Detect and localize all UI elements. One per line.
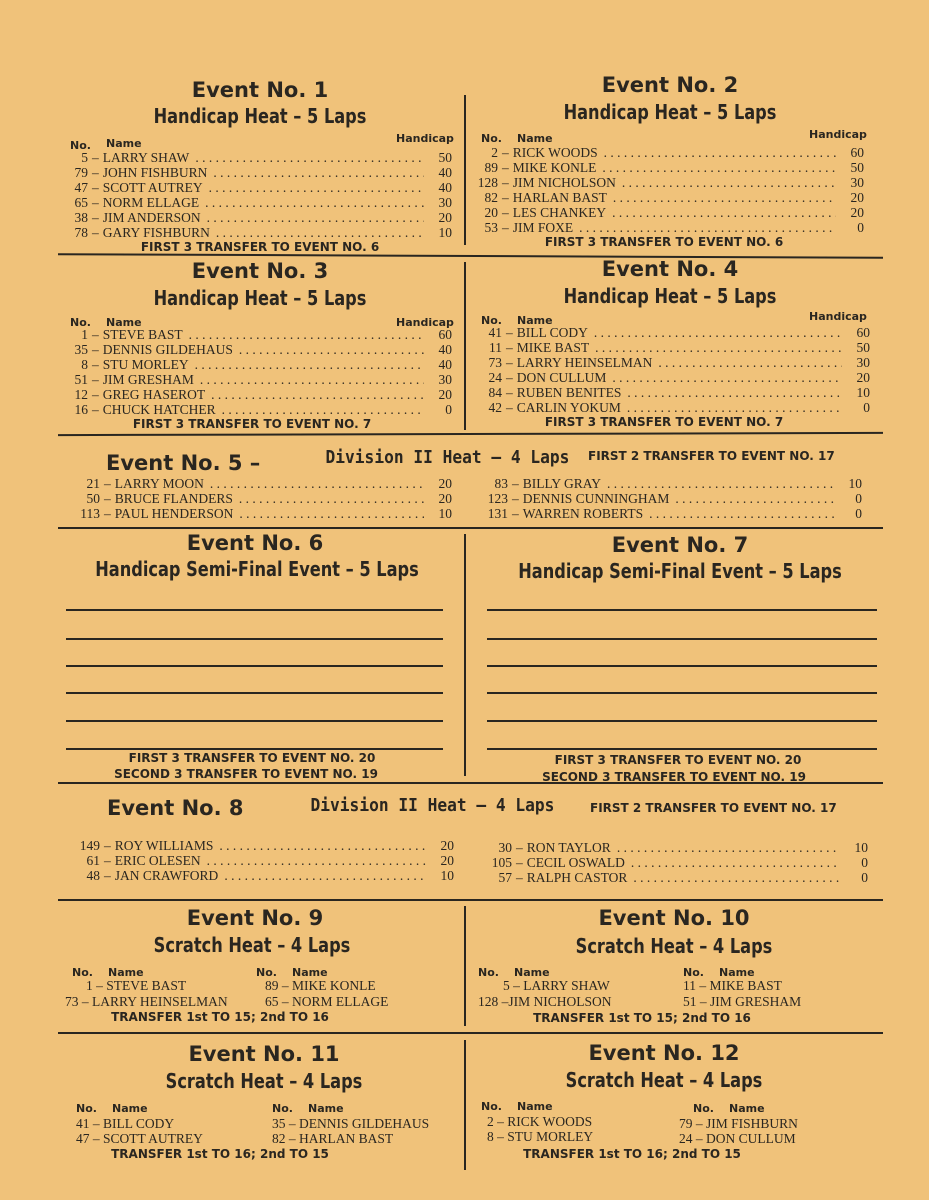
event-title: Event No. 5 – xyxy=(106,451,261,475)
entry-row: 73 – LARRY HEINSELMAN . . . 30 xyxy=(472,355,870,370)
divider-vertical-2 xyxy=(464,262,466,430)
blank-line xyxy=(66,638,443,640)
transfer-note: TRANSFER 1st TO 15; 2nd TO 16 xyxy=(533,1011,751,1025)
entry: 128 –JIM NICHOLSON xyxy=(478,994,612,1009)
col-handicap: Handicap xyxy=(809,128,867,141)
entry-row: 105 – CECIL OSWALD . . . 0 xyxy=(472,855,868,870)
entry: 1 – STEVE BAST xyxy=(86,978,187,993)
entry-row: 83 – BILLY GRAY . . . 10 xyxy=(472,476,862,491)
entry-row: 30 – RON TAYLOR . . . 10 xyxy=(472,840,868,855)
event-subtitle: Handicap Heat – 5 Laps xyxy=(153,104,367,128)
col-name: Name xyxy=(517,314,553,327)
divider-5 xyxy=(58,899,883,901)
entry-row: 41 – BILL CODY . . . 60 xyxy=(472,325,870,340)
entry-row: 35 – DENNIS GILDEHAUS . . . 40 xyxy=(60,342,452,357)
col-no: No. xyxy=(70,139,91,152)
entry-row: 149 – ROY WILLIAMS . . . 20 xyxy=(60,838,454,853)
entry-row: 78 – GARY FISHBURN . . . 10 xyxy=(60,225,452,240)
entry-row: 79 – JOHN FISHBURN . . . 40 xyxy=(60,165,452,180)
divider-3 xyxy=(58,527,883,529)
transfer-note: FIRST 3 TRANSFER TO EVENT NO. 6 xyxy=(140,240,380,254)
entry-row: 24 – DON CULLUM . . . 20 xyxy=(472,370,870,385)
event-title: Event No. 8 xyxy=(107,796,244,820)
entry-row: 123 – DENNIS CUNNINGHAM . . . 0 xyxy=(472,491,862,506)
transfer-note: TRANSFER 1st TO 15; 2nd TO 16 xyxy=(111,1010,329,1024)
entry-row: 38 – JIM ANDERSON . . . 20 xyxy=(60,210,452,225)
entry-row: 128 – JIM NICHOLSON . . . 30 xyxy=(472,175,864,190)
entry-row: 16 – CHUCK HATCHER . . . 0 xyxy=(60,402,452,417)
event-title: Event No. 9 xyxy=(186,906,324,930)
entry-row: 82 – HARLAN BAST . . . 20 xyxy=(472,190,864,205)
col-no: No. xyxy=(76,1102,97,1115)
event-subtitle: Division II Heat – 4 Laps xyxy=(325,447,570,468)
transfer-note: FIRST 3 TRANSFER TO EVENT NO. 7 xyxy=(132,417,372,431)
col-no: No. xyxy=(256,966,277,979)
entry: 2 – RICK WOODS xyxy=(487,1114,593,1129)
event-subtitle: Scratch Heat – 4 Laps xyxy=(575,934,773,958)
event-title: Event No. 4 xyxy=(601,257,739,281)
blank-line xyxy=(66,720,443,722)
event-title: Event No. 3 xyxy=(191,259,329,283)
entry-row: 47 – SCOTT AUTREY . . . 40 xyxy=(60,180,452,195)
entry: 73 – LARRY HEINSELMAN xyxy=(65,994,228,1009)
entry-row: 48 – JAN CRAWFORD . . . 10 xyxy=(60,868,454,883)
blank-line xyxy=(487,748,877,750)
col-name: Name xyxy=(108,966,144,979)
transfer-note: FIRST 3 TRANSFER TO EVENT NO. 7 xyxy=(544,415,784,429)
col-handicap: Handicap xyxy=(396,316,454,329)
event-subtitle: Scratch Heat – 4 Laps xyxy=(165,1069,363,1093)
col-no: No. xyxy=(478,966,499,979)
entry-row: 8 – STU MORLEY . . . 40 xyxy=(60,357,452,372)
entry-row: 89 – MIKE KONLE . . . 50 xyxy=(472,160,864,175)
entry: 8 – STU MORLEY xyxy=(487,1129,594,1144)
col-name: Name xyxy=(517,132,553,145)
blank-line xyxy=(66,665,443,667)
entry: 89 – MIKE KONLE xyxy=(265,978,376,993)
entry: 65 – NORM ELLAGE xyxy=(265,994,389,1009)
col-handicap: Handicap xyxy=(809,310,867,323)
col-name: Name xyxy=(106,137,142,150)
col-name: Name xyxy=(292,966,328,979)
blank-line xyxy=(66,692,443,694)
blank-line xyxy=(487,665,877,667)
entry-row: 21 – LARRY MOON . . . 20 xyxy=(60,476,452,491)
event-title: Event No. 7 xyxy=(611,533,749,557)
event-subtitle: Division II Heat – 4 Laps xyxy=(310,795,555,816)
col-no: No. xyxy=(693,1102,714,1115)
divider-vertical-top xyxy=(464,95,466,245)
divider-vertical-3 xyxy=(464,534,466,776)
transfer-note-2: SECOND 3 TRANSFER TO EVENT NO. 19 xyxy=(542,770,806,784)
event-subtitle: Scratch Heat – 4 Laps xyxy=(153,933,351,957)
blank-line xyxy=(66,748,443,750)
divider-2 xyxy=(58,432,883,436)
col-no: No. xyxy=(481,314,502,327)
transfer-note: TRANSFER 1st TO 16; 2nd TO 15 xyxy=(523,1147,741,1161)
entry-row: 2 – RICK WOODS . . . 60 xyxy=(472,145,864,160)
entry-row: 84 – RUBEN BENITES . . . 10 xyxy=(472,385,870,400)
entry-row: 11 – MIKE BAST . . . 50 xyxy=(472,340,870,355)
event-subtitle: Handicap Heat – 5 Laps xyxy=(563,100,777,124)
col-name: Name xyxy=(112,1102,148,1115)
entry-row: 53 – JIM FOXE . . . 0 xyxy=(472,220,864,235)
col-name: Name xyxy=(729,1102,765,1115)
divider-6 xyxy=(58,1032,883,1034)
event-subtitle: Handicap Semi-Final Event – 5 Laps xyxy=(518,559,842,583)
event-title: Event No. 10 xyxy=(598,906,750,930)
blank-line xyxy=(487,720,877,722)
entry-row: 61 – ERIC OLESEN . . . 20 xyxy=(60,853,454,868)
transfer-note: TRANSFER 1st TO 16; 2nd TO 15 xyxy=(111,1147,329,1161)
entry: 79 – JIM FISHBURN xyxy=(679,1116,798,1131)
entry: 41 – BILL CODY xyxy=(76,1116,175,1131)
transfer-note: FIRST 2 TRANSFER TO EVENT NO. 17 xyxy=(588,449,835,463)
transfer-note-1: FIRST 3 TRANSFER TO EVENT NO. 20 xyxy=(128,751,376,765)
event-title: Event No. 12 xyxy=(588,1041,740,1065)
col-handicap: Handicap xyxy=(396,132,454,145)
entry: 24 – DON CULLUM xyxy=(679,1131,796,1146)
entry-row: 1 – STEVE BAST . . . 60 xyxy=(60,327,452,342)
entry-row: 131 – WARREN ROBERTS . . . 0 xyxy=(472,506,862,521)
col-no: No. xyxy=(272,1102,293,1115)
entry: 5 – LARRY SHAW xyxy=(503,978,610,993)
event-title: Event No. 1 xyxy=(191,78,329,102)
blank-line xyxy=(487,692,877,694)
entry-row: 113 – PAUL HENDERSON . . . 10 xyxy=(60,506,452,521)
col-no: No. xyxy=(72,966,93,979)
entry-row: 42 – CARLIN YOKUM . . . 0 xyxy=(472,400,870,415)
col-name: Name xyxy=(308,1102,344,1115)
blank-line xyxy=(487,609,877,611)
entry: 11 – MIKE BAST xyxy=(683,978,782,993)
col-name: Name xyxy=(719,966,755,979)
blank-line xyxy=(66,609,443,611)
event-title: Event No. 2 xyxy=(601,73,739,97)
divider-vertical-4 xyxy=(464,906,466,1026)
col-no: No. xyxy=(481,132,502,145)
entry: 47 – SCOTT AUTREY xyxy=(76,1131,203,1146)
event-subtitle: Handicap Semi-Final Event – 5 Laps xyxy=(95,557,419,581)
blank-line xyxy=(487,638,877,640)
col-name: Name xyxy=(517,1100,553,1113)
event-subtitle: Handicap Heat – 5 Laps xyxy=(563,284,777,308)
transfer-note: FIRST 2 TRANSFER TO EVENT NO. 17 xyxy=(590,801,837,815)
transfer-note-2: SECOND 3 TRANSFER TO EVENT NO. 19 xyxy=(114,767,378,781)
entry-row: 20 – LES CHANKEY . . . 20 xyxy=(472,205,864,220)
entry: 82 – HARLAN BAST xyxy=(272,1131,394,1146)
transfer-note: FIRST 3 TRANSFER TO EVENT NO. 6 xyxy=(544,235,784,249)
col-name: Name xyxy=(106,316,142,329)
event-subtitle: Handicap Heat – 5 Laps xyxy=(153,286,367,310)
entry: 35 – DENNIS GILDEHAUS xyxy=(272,1116,430,1131)
entry-row: 51 – JIM GRESHAM . . . 30 xyxy=(60,372,452,387)
entry-row: 50 – BRUCE FLANDERS . . . 20 xyxy=(60,491,452,506)
entry-row: 57 – RALPH CASTOR . . . 0 xyxy=(472,870,868,885)
col-name: Name xyxy=(514,966,550,979)
entry-row: 5 – LARRY SHAW . . . 50 xyxy=(60,150,452,165)
col-no: No. xyxy=(70,316,91,329)
entry: 51 – JIM GRESHAM xyxy=(683,994,802,1009)
transfer-note-1: FIRST 3 TRANSFER TO EVENT NO. 20 xyxy=(554,753,802,767)
col-no: No. xyxy=(481,1100,502,1113)
entry-row: 12 – GREG HASEROT . . . 20 xyxy=(60,387,452,402)
event-title: Event No. 11 xyxy=(188,1042,340,1066)
col-no: No. xyxy=(683,966,704,979)
entry-row: 65 – NORM ELLAGE . . . 30 xyxy=(60,195,452,210)
event-subtitle: Scratch Heat – 4 Laps xyxy=(565,1068,763,1092)
event-title: Event No. 6 xyxy=(186,531,324,555)
